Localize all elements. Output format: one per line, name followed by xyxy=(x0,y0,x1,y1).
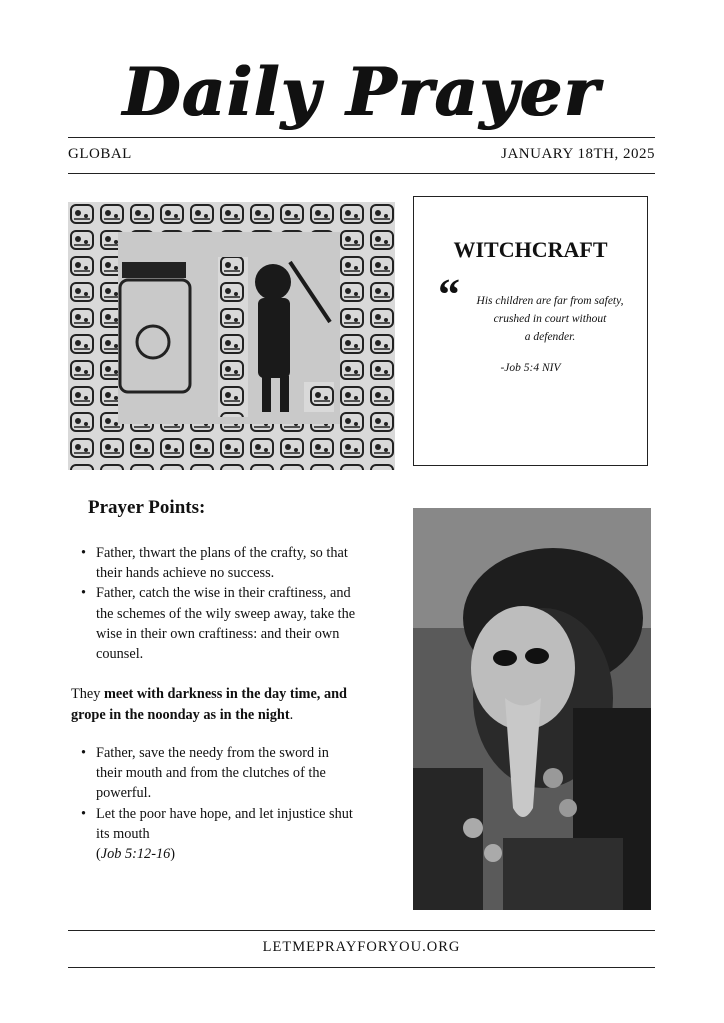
issue-date: JANUARY 18TH, 2025 xyxy=(501,146,655,162)
masked-figure-illustration xyxy=(413,508,651,910)
glyph-codex-illustration xyxy=(68,202,395,470)
bullet-icon: • xyxy=(81,545,87,561)
feature-title: WITCHCRAFT xyxy=(453,237,608,262)
glyph-codex-image xyxy=(68,202,395,470)
footer-top-rule xyxy=(68,930,655,931)
prayer-points-heading: Prayer Points: xyxy=(88,497,206,518)
masked-figure-image xyxy=(413,508,651,910)
scripture-reference: -Job 5:4 NIV xyxy=(500,362,561,374)
scripture-quote-box xyxy=(413,196,648,466)
list-item xyxy=(68,804,358,865)
scripture-citation: Job 5:12-16 xyxy=(100,846,171,863)
list-item xyxy=(68,543,358,583)
citation-open: ( xyxy=(96,846,101,863)
footer-bottom-rule xyxy=(68,967,655,968)
para-bold: meet with darkness in the day time, and grope in the noonday as in the night xyxy=(71,686,348,723)
header-top-rule xyxy=(68,137,655,138)
bullet-icon: • xyxy=(81,585,87,602)
scripture-quote xyxy=(464,292,636,346)
masthead-title: Daily Prayer xyxy=(123,53,601,131)
quote-mark-icon: “ xyxy=(438,270,460,319)
list-item xyxy=(68,583,358,664)
prayer-points-list xyxy=(68,543,358,664)
list-item-text: Let the poor have hope, and let injustice shut its mouth xyxy=(96,805,353,842)
list-item-text: Father, thwart the plans of the crafty, so that their hands achieve no success. xyxy=(96,545,348,582)
region-label: GLOBAL xyxy=(68,146,132,162)
quote-line: crushed in court without xyxy=(493,313,607,325)
header-bottom-rule xyxy=(68,173,655,174)
citation-close: ) xyxy=(170,846,176,863)
list-item xyxy=(68,743,358,804)
prayer-points-list-2 xyxy=(68,743,358,864)
quote-line: His children are far from safety, xyxy=(476,295,624,307)
list-item-text: Father, catch the wise in their craftiness, and the schemes of the wily sweep away, take the wise in their own craftiness: and their own counsel. xyxy=(96,585,356,663)
bullet-icon: • xyxy=(81,745,87,761)
bullet-icon: • xyxy=(81,805,87,822)
para-end: . xyxy=(289,707,294,723)
footer-website: LETMEPRAYFORYOU.ORG xyxy=(262,939,461,955)
darkness-paragraph xyxy=(71,684,371,726)
quote-line: a defender. xyxy=(524,331,576,343)
para-lead: They xyxy=(71,686,104,702)
list-item-text: Father, save the needy from the sword in their mouth and from the clutches of the powerful. xyxy=(96,745,329,802)
